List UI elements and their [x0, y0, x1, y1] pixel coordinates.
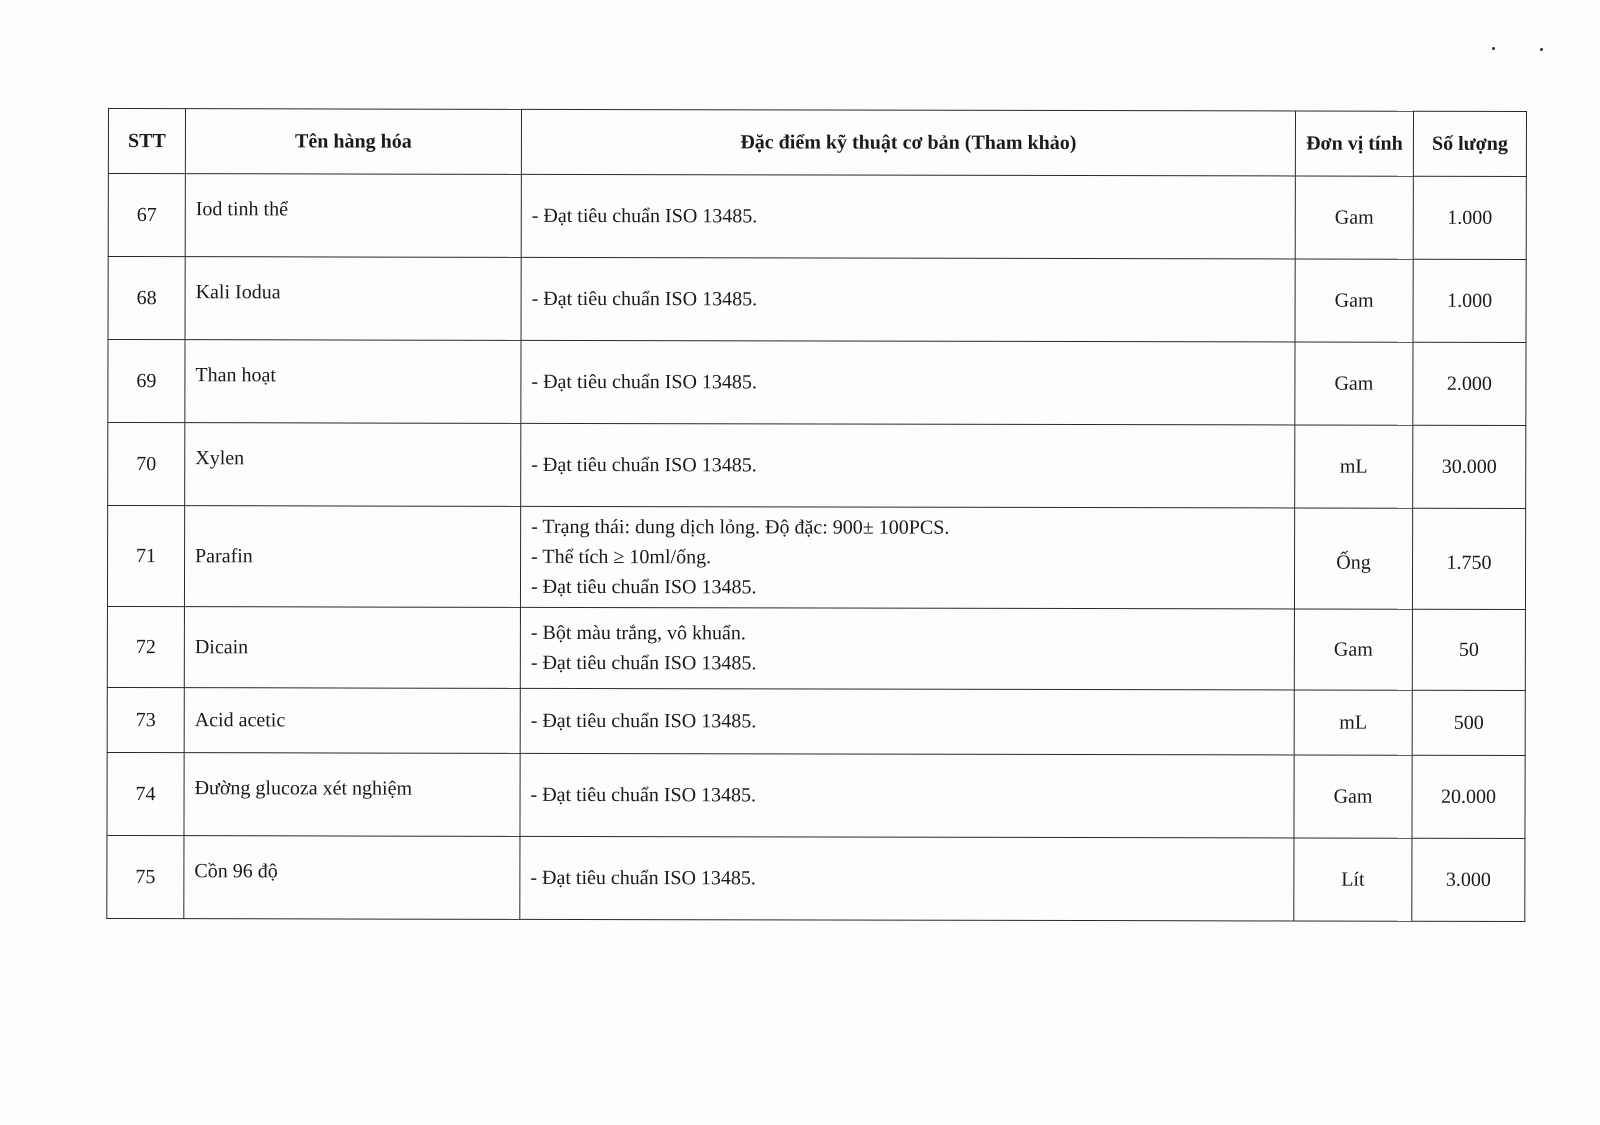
table-row	[108, 174, 1526, 260]
goods-table	[106, 108, 1527, 922]
table-row	[108, 257, 1526, 343]
cell-name	[184, 607, 520, 689]
cell-unit: Gam	[1295, 176, 1413, 259]
cell-spec	[521, 257, 1295, 342]
cell-qty: 3.000	[1412, 838, 1525, 921]
scan-mark-dot	[1540, 48, 1543, 51]
item-name: Kali Iodua	[195, 281, 281, 304]
table-row	[107, 506, 1525, 610]
cell-unit: Gam	[1295, 259, 1413, 342]
table-row	[107, 606, 1525, 690]
cell-name	[185, 174, 521, 258]
cell-qty: 2.000	[1413, 342, 1526, 425]
table-row	[108, 423, 1526, 509]
table-row	[108, 340, 1526, 426]
cell-unit: Lít	[1294, 838, 1412, 921]
item-name: Than hoạt	[195, 364, 276, 387]
cell-unit: Gam	[1295, 342, 1413, 425]
cell-unit: Gam	[1294, 755, 1412, 838]
cell-stt: 70	[108, 423, 185, 506]
item-name: Xylen	[195, 447, 245, 470]
header-name: Tên hàng hóa	[185, 109, 521, 175]
cell-qty: 30.000	[1413, 425, 1526, 508]
cell-spec	[520, 753, 1294, 838]
table-header-row	[108, 109, 1526, 177]
spec-line: - Thể tích ≥ 10ml/ống.	[531, 545, 712, 569]
cell-name	[184, 836, 520, 920]
cell-name	[185, 340, 521, 424]
cell-name	[185, 423, 521, 507]
cell-spec	[520, 506, 1294, 609]
item-name: Cồn 96 độ	[194, 860, 278, 883]
cell-spec	[521, 340, 1295, 425]
header-spec: Đặc điểm kỹ thuật cơ bản (Tham khảo)	[521, 109, 1295, 176]
item-name: Dicain	[194, 636, 249, 659]
spec-line: - Đạt tiêu chuẩn ISO 13485.	[530, 783, 757, 807]
spec-line: - Đạt tiêu chuẩn ISO 13485.	[531, 204, 758, 228]
cell-stt: 71	[107, 506, 184, 607]
spec-line: - Đạt tiêu chuẩn ISO 13485.	[530, 709, 757, 733]
scan-mark-dot	[1492, 47, 1495, 50]
cell-unit: mL	[1295, 425, 1413, 508]
unit-value: Ống	[1336, 551, 1371, 574]
header-qty: Số lượng	[1413, 111, 1526, 176]
table-row	[107, 752, 1525, 838]
cell-spec	[520, 836, 1294, 921]
cell-qty: 20.000	[1412, 755, 1525, 838]
cell-qty: 50	[1412, 609, 1525, 690]
cell-name	[184, 688, 520, 754]
cell-unit	[1294, 508, 1412, 609]
table-row	[107, 687, 1525, 755]
cell-unit: Gam	[1294, 609, 1412, 690]
spec-line: - Đạt tiêu chuẩn ISO 13485.	[530, 575, 757, 599]
cell-stt: 72	[107, 606, 184, 687]
cell-spec	[520, 688, 1294, 755]
item-name: Đường glucoza xét nghiệm	[194, 777, 413, 800]
cell-qty: 500	[1412, 690, 1525, 755]
spec-line: - Đạt tiêu chuẩn ISO 13485.	[530, 651, 757, 675]
cell-stt: 67	[108, 174, 185, 257]
spec-line: - Đạt tiêu chuẩn ISO 13485.	[531, 453, 757, 477]
cell-stt: 75	[107, 835, 184, 918]
spec-line: - Đạt tiêu chuẩn ISO 13485.	[530, 866, 756, 890]
cell-spec	[520, 607, 1294, 690]
cell-stt: 68	[108, 257, 185, 340]
header-unit: Đơn vị tính	[1295, 111, 1413, 176]
cell-spec	[521, 423, 1295, 508]
spec-line: - Đạt tiêu chuẩn ISO 13485.	[531, 370, 757, 394]
cell-name	[184, 753, 520, 837]
cell-unit: mL	[1294, 690, 1412, 755]
cell-name	[184, 506, 520, 608]
item-name: Iod tinh thể	[195, 198, 289, 221]
cell-stt: 74	[107, 752, 184, 835]
cell-stt: 69	[108, 340, 185, 423]
cell-qty: 1.000	[1413, 176, 1526, 259]
header-stt: STT	[108, 109, 185, 174]
cell-qty: 1.000	[1413, 259, 1526, 342]
cell-qty	[1412, 508, 1525, 609]
item-name: Acid acetic	[194, 709, 286, 732]
cell-name	[185, 257, 521, 341]
cell-stt: 73	[107, 687, 184, 752]
qty-value: 1.750	[1446, 551, 1492, 574]
spec-line: - Trạng thái: dung dịch lỏng. Độ đặc: 900± 100PCS.	[531, 515, 950, 539]
table-row	[107, 835, 1525, 921]
item-name: Parafin	[195, 545, 253, 568]
spec-line: - Bột màu trắng, vô khuẩn.	[530, 621, 746, 645]
spec-line: - Đạt tiêu chuẩn ISO 13485.	[531, 287, 758, 311]
cell-spec	[521, 174, 1295, 259]
